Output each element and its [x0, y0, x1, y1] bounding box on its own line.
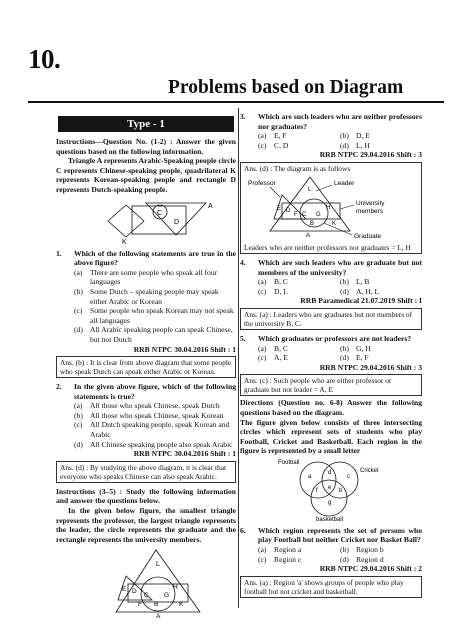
q4-option [258, 287, 340, 297]
q6-option [340, 555, 422, 565]
region-c: c [347, 473, 350, 480]
option-text: B, C [274, 343, 288, 353]
q1-option [56, 268, 236, 287]
question-3-text: Which are such leaders who are neither professors nor graduates? [258, 112, 422, 131]
question-5-source: RRB NTPC 29.04.2016 Shift : 3 [319, 362, 422, 372]
directions-body: The figure given below consists of three intersecting circles which represent sets of students who play Football, Cricket and Basketball. Each region in the figure is represented by a small letter [240, 417, 422, 456]
figure-3-leaders [244, 173, 418, 243]
label-g: G [164, 592, 170, 600]
label-c: C [144, 592, 149, 600]
answer-3-head: Ans. (d) : The diagram is as follows [244, 163, 351, 173]
q3-option [258, 141, 340, 151]
option-key: (b) [340, 343, 349, 353]
option-key: (a) [258, 277, 267, 287]
figure-1-languages [56, 195, 236, 245]
option-text: D, L [274, 286, 288, 296]
label-h: H [326, 204, 331, 211]
option-key: (d) [340, 286, 349, 296]
label-a: A [156, 613, 161, 621]
label-k: K [332, 220, 337, 227]
option-text: All Dutch speaking people, speak Korean and Arabic [90, 420, 230, 440]
question-4 [240, 258, 422, 277]
question-2-text: In the given above figure, which of the following statements is true? [74, 382, 236, 401]
question-2-source: RRB NTPC 30.04.2016 Shift : 1 [133, 449, 236, 459]
option-key: (c) [258, 353, 267, 363]
figure-venn-sports [240, 456, 422, 522]
option-key: (c) [258, 554, 267, 564]
label-e: E [277, 205, 282, 212]
q1-option [56, 325, 236, 344]
label-a: A [208, 202, 213, 210]
quadrilateral-k [108, 205, 144, 237]
q5-options [240, 344, 422, 363]
question-4-source: RRB Paramedical 21.07.2019 Shift : I [300, 296, 422, 306]
label-e: E [122, 586, 127, 594]
question-1-answer: Ans. (b) : It is clear from above diagram that some people who speak Dutch can speak either Arabic or Korean. [56, 356, 236, 378]
option-key: (a) [74, 401, 83, 411]
option-key: (a) [74, 267, 83, 277]
label-c: C [157, 209, 163, 217]
q2-option [56, 420, 236, 439]
q6-option [258, 545, 340, 555]
q6-option [340, 545, 422, 555]
label-k: K [122, 238, 127, 245]
label-cricket: Cricket [360, 467, 379, 474]
q3-option [340, 131, 422, 141]
region-e: e [328, 484, 332, 491]
option-key: (a) [258, 131, 267, 141]
label-l: L [308, 186, 312, 193]
q3-option [258, 131, 340, 141]
q4-options [240, 277, 422, 296]
option-key: (c) [258, 286, 267, 296]
label-b: B [154, 601, 159, 609]
instructions-1: Instructions—Question No. (1-2) : Answer the given questions based on the following information. [56, 137, 236, 156]
option-key: (d) [74, 439, 83, 449]
label-graduate: Graduate [354, 232, 382, 240]
instructions-1-body: Triangle A represents Arabic-Speaking people circle C represents Chinese-speaking people, quadrilateral K represents Korean-speaking people and rectangle D represents Dutch-speaking people. [56, 156, 236, 194]
q4-option [340, 287, 422, 297]
label-f: F [294, 211, 298, 218]
label-basketball: basketball [316, 516, 344, 522]
option-text: C, D [274, 140, 289, 150]
directions: Directions (Question no. 6-8) Answer the following questions based on the diagram. [240, 398, 422, 417]
label-leader: Leader [334, 179, 355, 187]
q6-options [240, 545, 422, 564]
option-key: (c) [74, 420, 83, 430]
answer-3-tail: Leaders who are neither professors nor graduates = L, H [244, 242, 411, 252]
region-d: d [328, 469, 332, 476]
region-a: a [308, 473, 312, 480]
instructions-2: Instructions (3–5) : Study the following information and answer the questions below. [56, 486, 236, 506]
instructions-2-body: In the given below figure, the smallest triangle represents the professor, the largest triangle represents the leader, the circle represents the graduate and the rectangle represents the university members. [56, 506, 236, 544]
label-h: H [173, 584, 178, 592]
question-6-source: RRB NTPC 29.04.2016 Shift : 2 [319, 564, 422, 574]
option-key: (b) [74, 410, 83, 420]
option-key: (d) [340, 140, 349, 150]
label-d: D [286, 207, 291, 214]
option-key: (c) [258, 140, 267, 150]
option-key: (c) [74, 306, 83, 316]
q1-option [56, 306, 236, 325]
option-text: Region a [274, 545, 302, 555]
label-d: D [132, 588, 137, 596]
q5-option [340, 353, 422, 363]
option-text: All Arabic speaking people can speak Chinese, but not Dutch [90, 325, 233, 344]
chapter-number: 10. [28, 44, 61, 74]
question-6-answer: Ans. (a) : Region 'a' shows groups of people who play football but not cricket and basketball. [240, 576, 422, 598]
label-l: L [156, 561, 160, 569]
q5-option [340, 344, 422, 354]
question-1-text: Which of the following statements are true in the above figure? [74, 248, 236, 268]
q3-options [240, 131, 422, 150]
label-b: B [310, 220, 315, 227]
option-key: (d) [74, 325, 83, 335]
option-text: L, H [356, 140, 370, 150]
option-text: A, E [274, 353, 288, 363]
question-6-text: Which region represents the set of persons who play Football but neither Cricket nor Basket Ball? [258, 525, 422, 545]
q6-option [258, 555, 340, 565]
label-professor: Professor [248, 179, 276, 187]
rectangle-university [128, 584, 188, 602]
option-text: L, B [356, 277, 370, 287]
region-g: g [328, 499, 332, 506]
chapter-title: Problems based on Diagram [168, 77, 404, 98]
q2-option [56, 440, 236, 450]
option-text: All those who speak Chinese, speak Dutch [90, 401, 220, 411]
question-2-answer: Ans. (d) : By studying the above diagram, it is clear that everyone who speaks Chinese can also speak Arabic. [56, 461, 236, 483]
type-heading: Type - 1 [58, 116, 234, 132]
region-b: b [339, 487, 343, 494]
option-text: Region c [274, 554, 302, 564]
q4-option [340, 277, 422, 287]
question-3-source: RRB NTPC 29.04.2016 Shift : 3 [319, 150, 422, 160]
left-column [56, 112, 236, 622]
option-text: E, F [274, 131, 287, 141]
option-text: All Chinese speaking people also speak Arabic [90, 439, 233, 449]
q2-option [56, 401, 236, 411]
question-2-number: 2. [56, 382, 62, 392]
option-text: Region b [356, 545, 384, 555]
option-text: E, F [356, 353, 369, 363]
pointer-university [340, 205, 354, 209]
option-text: G, H [356, 343, 371, 353]
question-2 [56, 382, 236, 401]
question-3 [240, 112, 422, 131]
label-football: Football [278, 459, 300, 466]
question-6-number: 6. [240, 525, 246, 535]
label-k: K [179, 601, 184, 609]
option-text: A, H, L [356, 286, 380, 296]
option-key: (b) [340, 277, 349, 287]
question-5 [240, 334, 422, 344]
column-divider [238, 108, 239, 608]
option-key: (d) [340, 554, 349, 564]
option-key: (b) [74, 286, 83, 296]
option-key: (a) [258, 343, 267, 353]
question-4-number: 4. [240, 257, 246, 267]
region-f: f [316, 487, 318, 494]
q1-option [56, 287, 236, 306]
label-f: F [138, 601, 142, 609]
figure-2-leaders [56, 544, 236, 622]
q5-option [258, 344, 340, 354]
option-text: There are some people who speak all four languages [90, 267, 218, 287]
option-text: All those who speak Chinese, speak Korean [90, 410, 224, 420]
option-text: Some people who speak Korean may not speak all languages [90, 306, 234, 325]
option-key: (d) [340, 353, 349, 363]
q5-option [258, 353, 340, 363]
option-text: Region d [356, 554, 384, 564]
label-members: members [356, 207, 384, 215]
q3-option [340, 141, 422, 151]
option-key: (b) [340, 131, 349, 141]
title-rule [28, 101, 444, 103]
question-4-text: Which are such leaders who are graduate but not members of the university? [258, 257, 422, 277]
label-c: C [302, 211, 307, 218]
question-1-source: RRB NTPC 30.04.2016 Shift : 1 [133, 344, 236, 354]
question-1-number: 1. [56, 248, 62, 258]
question-5-number: 5. [240, 333, 246, 343]
question-5-text: Which graduates or professors are not leaders? [258, 333, 412, 343]
label-a: A [306, 232, 311, 239]
option-key: (a) [258, 545, 267, 555]
question-3-answer [240, 162, 422, 254]
question-1 [56, 249, 236, 268]
question-4-answer: Ans. (a) : Leaders who are graduates but not members of the university B, C. [240, 308, 422, 330]
question-3-number: 3. [240, 112, 246, 121]
option-text: Some Dutch – speaking people may speak either Arabic or Korean [90, 286, 219, 306]
right-column [240, 112, 422, 598]
option-key: (b) [340, 545, 349, 555]
label-g: G [316, 211, 321, 218]
option-text: B, C [274, 277, 288, 287]
pointer-graduate [324, 220, 352, 235]
question-6 [240, 526, 422, 545]
q4-option [258, 277, 340, 287]
option-text: D, E [356, 131, 370, 141]
question-5-answer: Ans. (c) : Such people who are either professor or graduate but not leader = A, E [240, 374, 422, 396]
label-d: D [174, 218, 180, 226]
label-university: University [356, 199, 385, 207]
q2-option [56, 411, 236, 421]
pointer-professor [270, 187, 280, 197]
